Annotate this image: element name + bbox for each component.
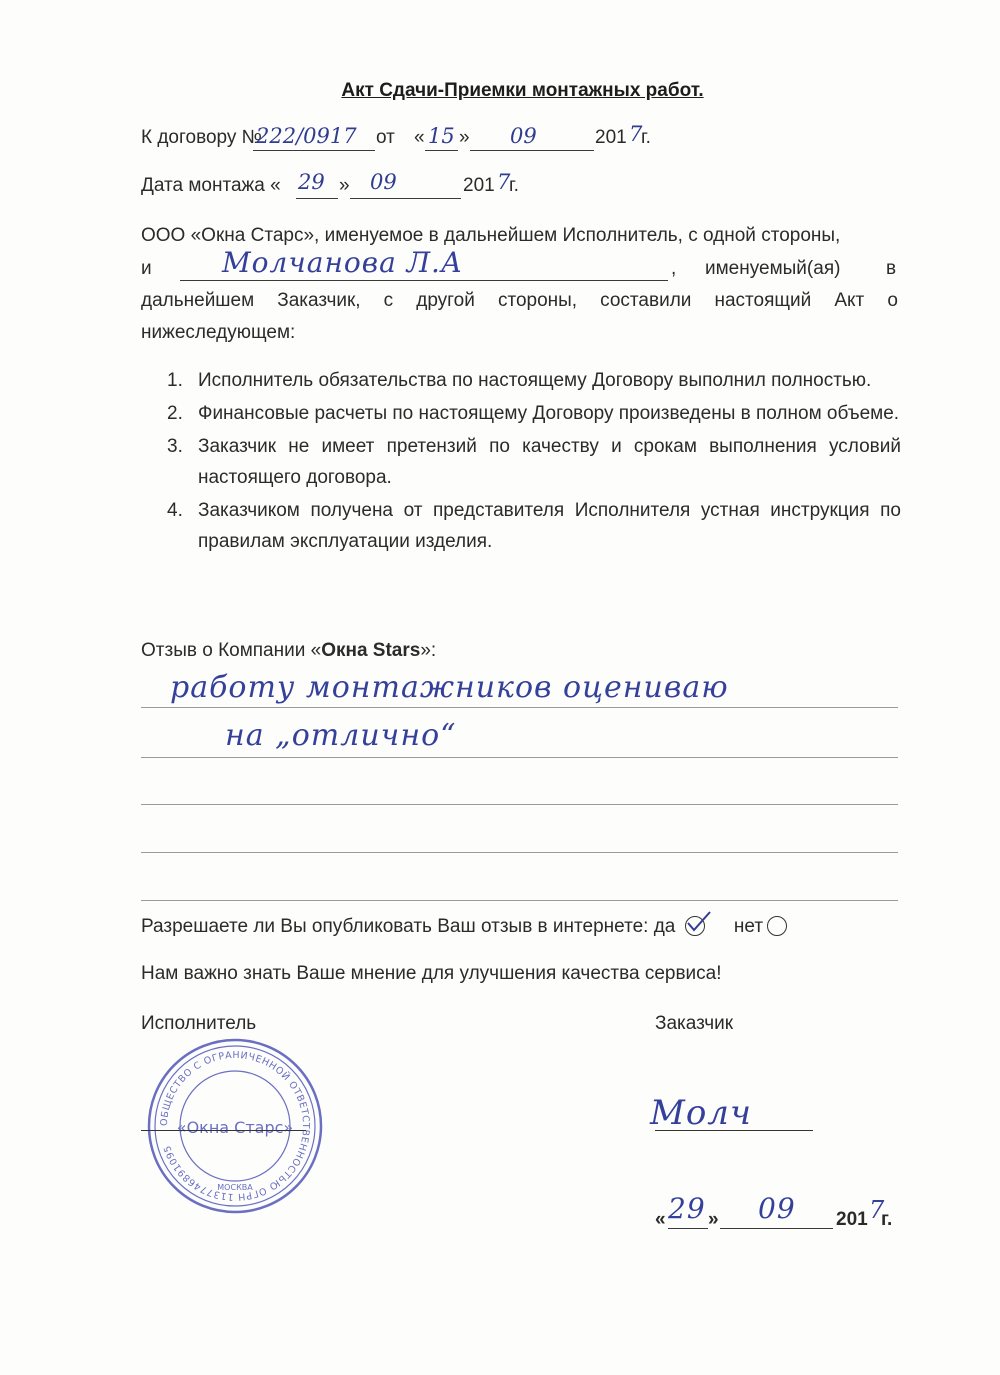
document-page: Акт Сдачи-Приемки монтажных работ. К договору № 222/0917 от « 15 » 09 201 7 г. Дата монтажа « 29 » 09 201 7 г. ООО «Окна Старс», именуемое в дальнейшем Исполнитель, с одной стороны, и Молчанова Л.А , именуемый(ая) в дальнейшем Заказчик, с другой стороны, составили настоящий Акт о нижеследующем: 1. Исполнитель обязательства по настоящему Договору выполнил полностью. 2. Финансовые расчеты по настоящему Договору произведены в полном объеме. 3. Заказчик не имеет претензий по качеству и срокам выполнения условий настоящего договора. 4. Заказчиком получена от представителя Исполнителя устная инструкция по правилам эксплуатации изделия. Отзыв о Компании «Окна Stars»: работу монтажников оцениваю на „отлично“ Разрешаете ли Вы опубликовать Ваш отзыв в интернете: да нет Нам важно знать Ваше мнение для улучшения качества сервиса! Исполнитель Заказчик ОБЩЕСТВО С ОГРАНИЧЕННОЙ ОТВЕТСТВЕННОСТЬЮ ОГРН 1137746891095 «Окна Старс» МОСКВА Молч « 29 » 09 201 7 г. xyxy=(0,0,1000,1375)
contract-month: 09 xyxy=(510,124,537,148)
customer-date-year-digit: 7 xyxy=(869,1196,886,1224)
company-stamp xyxy=(145,1036,325,1216)
term-item: 1. Исполнитель обязательства по настоящему Договору выполнил полностью. xyxy=(167,370,872,391)
term-item: 3. Заказчик не имеет претензий по качеству и срокам выполнения условий настоящего договора. xyxy=(167,436,901,488)
executor-signature-line xyxy=(141,1130,306,1131)
preamble-line3: дальнейшем Заказчик, с другой стороны, составили настоящий Акт о xyxy=(141,290,898,311)
stamp-center-text: «Окна Старс» xyxy=(176,1118,294,1137)
terms-list xyxy=(141,365,901,559)
contract-number: 222/0917 xyxy=(256,124,357,148)
customer-signature-line xyxy=(655,1130,813,1131)
executor-label: Исполнитель xyxy=(141,1013,257,1034)
term-item: 2. Финансовые расчеты по настоящему Договору произведены в полном объеме. xyxy=(167,403,900,424)
svg-text:МОСКВА: МОСКВА xyxy=(217,1183,253,1192)
install-year-digit: 7 xyxy=(497,170,511,194)
feedback-label: Отзыв о Компании «Окна Stars»: xyxy=(141,640,437,661)
feedback-handwritten-line1: работу монтажников оцениваю xyxy=(170,670,729,705)
no-checkbox[interactable] xyxy=(767,916,787,936)
install-day: 29 xyxy=(298,170,325,194)
term-item: 4. Заказчиком получена от представителя Исполнителя устная инструкция по правилам эксплуатации изделия. xyxy=(167,500,901,552)
document-title: Акт Сдачи-Приемки монтажных работ. xyxy=(341,80,704,101)
contract-day: 15 xyxy=(428,124,455,148)
customer-signature: Молч xyxy=(650,1093,753,1133)
contract-from: от xyxy=(376,127,395,148)
install-month: 09 xyxy=(370,170,397,194)
customer-date-day: 29 xyxy=(668,1192,706,1225)
service-note: Нам важно знать Ваше мнение для улучшения качества сервиса! xyxy=(141,963,722,984)
yes-checkbox[interactable] xyxy=(685,916,711,936)
preamble-line1: ООО «Окна Старс», именуемое в дальнейшем Исполнитель, с одной стороны, xyxy=(141,225,841,246)
contract-prefix: К договору № xyxy=(141,127,263,148)
svg-text:ОБЩЕСТВО С ОГРАНИЧЕННОЙ ОТВЕТС: ОБЩЕСТВО С ОГРАНИЧЕННОЙ ОТВЕТСТВЕННОСТЬЮ ОГРН 1137746891095 xyxy=(158,1049,312,1203)
feedback-handwritten-line2: на „отлично“ xyxy=(225,718,457,753)
customer-name: Молчанова Л.А xyxy=(222,246,464,279)
checkmark-icon xyxy=(685,910,713,934)
no-label: нет xyxy=(733,916,764,937)
install-date-label: Дата монтажа « xyxy=(141,175,281,196)
customer-date-month: 09 xyxy=(758,1192,796,1225)
contract-year-digit: 7 xyxy=(629,122,643,146)
stamp-seal-icon xyxy=(145,1036,325,1216)
publish-question: Разрешаете ли Вы опубликовать Ваш отзыв в интернете: да нет xyxy=(141,916,787,938)
customer-label: Заказчик xyxy=(655,1013,734,1034)
